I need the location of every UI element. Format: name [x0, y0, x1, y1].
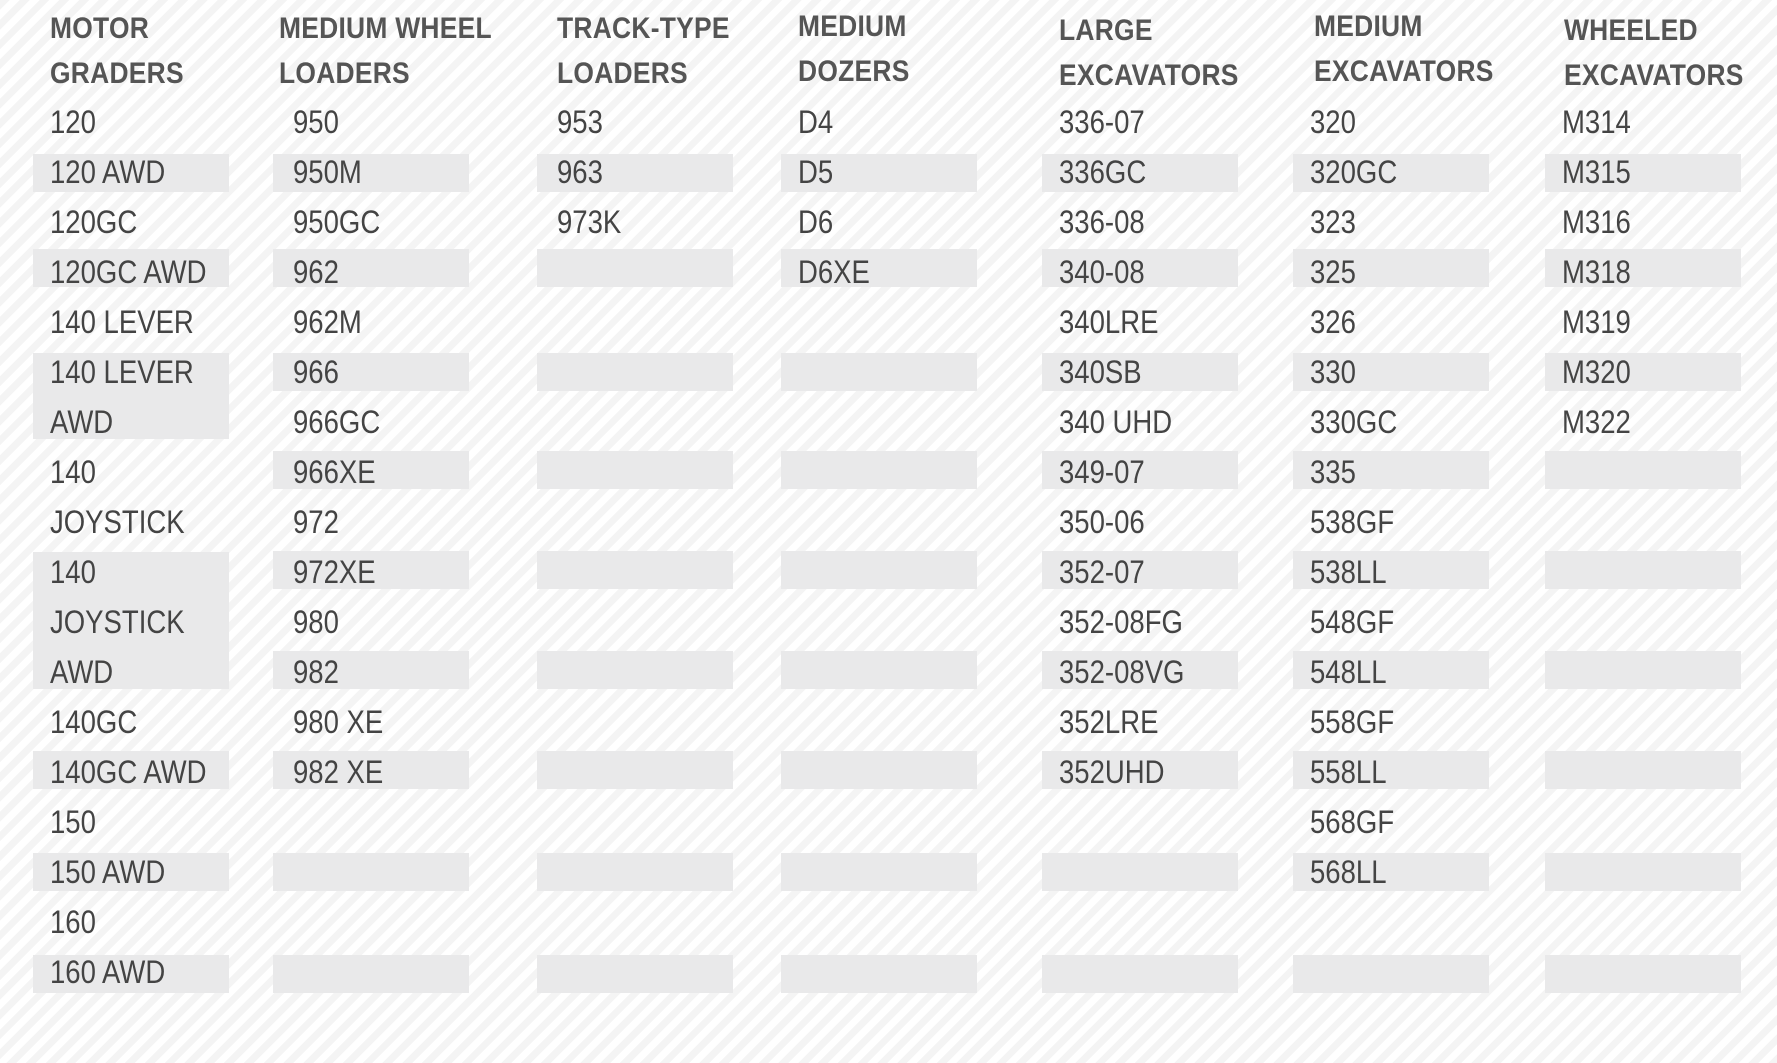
cell: 340LRE [1059, 304, 1159, 340]
cell: 352UHD [1059, 754, 1165, 790]
cell: 120GC AWD [50, 254, 207, 290]
cell: 320 [1310, 104, 1356, 140]
cell: 160 AWD [50, 954, 166, 990]
cell: 160 [50, 904, 96, 940]
cell: 980 [293, 604, 339, 640]
cell: 120 AWD [50, 154, 166, 190]
row-band [273, 955, 469, 993]
cell: 340 UHD [1059, 404, 1173, 440]
row-band [1042, 853, 1238, 891]
cell: 340-08 [1059, 254, 1145, 290]
cell: 962 [293, 254, 339, 290]
column-header-line: EXCAVATORS [1314, 55, 1494, 88]
cell: 982 [293, 654, 339, 690]
cell: M314 [1562, 104, 1631, 140]
row-band [1545, 451, 1741, 489]
cell: 558LL [1310, 754, 1387, 790]
cell: 340SB [1059, 354, 1142, 390]
row-band [781, 853, 977, 891]
cell: 140 LEVER [50, 304, 194, 340]
cell: 150 AWD [50, 854, 166, 890]
cell: M322 [1562, 404, 1631, 440]
cell: D4 [798, 104, 834, 140]
cell: 336-08 [1059, 204, 1145, 240]
cell: 140GC [50, 704, 138, 740]
cell: 950M [293, 154, 362, 190]
cell: 568LL [1310, 854, 1387, 890]
row-band [1545, 551, 1741, 589]
cell: 350-06 [1059, 504, 1145, 540]
column-header-line: WHEELED [1564, 14, 1698, 47]
row-band [781, 955, 977, 993]
cell: 963 [557, 154, 603, 190]
cell: 335 [1310, 454, 1356, 490]
column-header [1564, 8, 1766, 98]
cell: D5 [798, 154, 834, 190]
column-header-line: DOZERS [798, 55, 910, 88]
row-band [1545, 955, 1741, 993]
column-header [798, 4, 1000, 94]
row-band [781, 651, 977, 689]
column-header-line: MEDIUM [1314, 10, 1423, 43]
cell: D6XE [798, 254, 870, 290]
cell: 352-08VG [1059, 654, 1185, 690]
row-band [537, 249, 733, 287]
row-band [537, 451, 733, 489]
cell: 120 [50, 104, 96, 140]
row-band [1545, 651, 1741, 689]
cell: AWD [50, 404, 114, 440]
cell: 320GC [1310, 154, 1398, 190]
row-band [781, 751, 977, 789]
row-band [537, 651, 733, 689]
row-band [537, 751, 733, 789]
row-band [537, 551, 733, 589]
column-header-line: MOTOR [50, 12, 150, 45]
cell: M316 [1562, 204, 1631, 240]
row-band [537, 955, 733, 993]
row-band [537, 353, 733, 391]
cell: 972XE [293, 554, 376, 590]
cell: 548GF [1310, 604, 1395, 640]
cell: 966XE [293, 454, 376, 490]
cell: D6 [798, 204, 834, 240]
column-header [557, 6, 759, 96]
column-header [1314, 4, 1516, 94]
cell: 140GC AWD [50, 754, 207, 790]
cell: 548LL [1310, 654, 1387, 690]
cell: 950GC [293, 204, 381, 240]
column-header-line: LOADERS [557, 57, 688, 90]
cell: 349-07 [1059, 454, 1145, 490]
column-header [50, 6, 252, 96]
cell: 336-07 [1059, 104, 1145, 140]
cell: 972 [293, 504, 339, 540]
cell: 330 [1310, 354, 1356, 390]
column-header-line: LOADERS [279, 57, 410, 90]
cell: 950 [293, 104, 339, 140]
cell: 140 [50, 554, 96, 590]
column-header [1059, 8, 1261, 98]
cell: 982 XE [293, 754, 384, 790]
cell: M319 [1562, 304, 1631, 340]
row-band [537, 853, 733, 891]
cell: 120GC [50, 204, 138, 240]
row-band [1545, 853, 1741, 891]
row-band [1293, 955, 1489, 993]
column-header-line: EXCAVATORS [1059, 59, 1239, 92]
cell: M318 [1562, 254, 1631, 290]
cell: M320 [1562, 354, 1631, 390]
cell: 352-07 [1059, 554, 1145, 590]
cell: AWD [50, 654, 114, 690]
cell: 973K [557, 204, 622, 240]
cell: 352LRE [1059, 704, 1159, 740]
cell: M315 [1562, 154, 1631, 190]
column-header-line: MEDIUM [798, 10, 907, 43]
column-header-line: TRACK-TYPE [557, 12, 730, 45]
cell: 538LL [1310, 554, 1387, 590]
cell: 966 [293, 354, 339, 390]
row-band [1545, 751, 1741, 789]
cell: 326 [1310, 304, 1356, 340]
cell: 980 XE [293, 704, 384, 740]
column-header-line: LARGE [1059, 14, 1153, 47]
cell: 325 [1310, 254, 1356, 290]
cell: 336GC [1059, 154, 1147, 190]
cell: 538GF [1310, 504, 1395, 540]
column-header-line: MEDIUM WHEEL [279, 12, 492, 45]
row-band [1042, 955, 1238, 993]
row-band [781, 551, 977, 589]
cell: 558GF [1310, 704, 1395, 740]
cell: JOYSTICK [50, 604, 185, 640]
cell: JOYSTICK [50, 504, 185, 540]
cell: 323 [1310, 204, 1356, 240]
row-band [781, 451, 977, 489]
cell: 150 [50, 804, 96, 840]
column-header-line: GRADERS [50, 57, 184, 90]
column-header [279, 6, 492, 96]
column-header-line: EXCAVATORS [1564, 59, 1744, 92]
cell: 568GF [1310, 804, 1395, 840]
cell: 140 LEVER [50, 354, 194, 390]
cell: 966GC [293, 404, 381, 440]
cell: 330GC [1310, 404, 1398, 440]
row-band [273, 853, 469, 891]
cell: 962M [293, 304, 362, 340]
cell: 352-08FG [1059, 604, 1183, 640]
row-band [781, 353, 977, 391]
cell: 953 [557, 104, 603, 140]
cell: 140 [50, 454, 96, 490]
